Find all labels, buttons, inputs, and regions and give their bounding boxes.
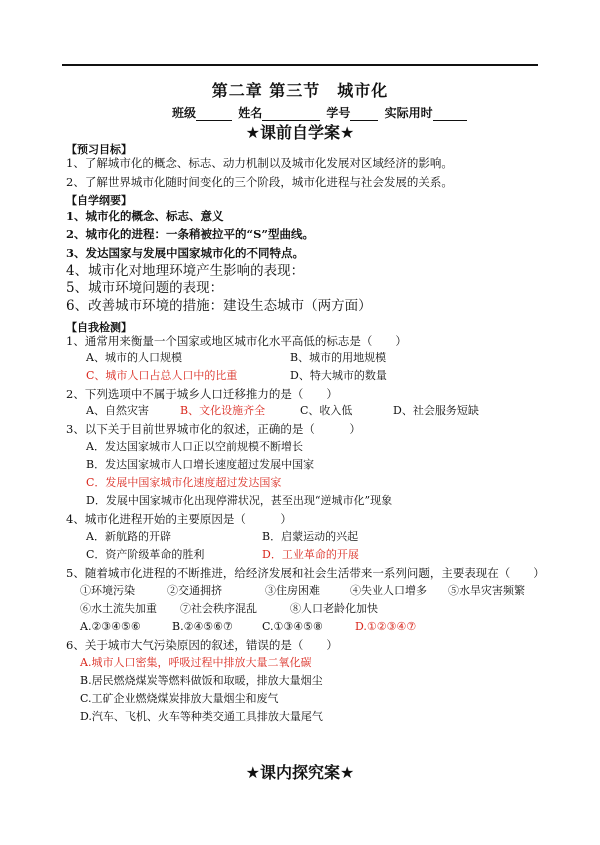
choice-item: ⑧人口老龄化加快 <box>290 602 378 615</box>
time-label: 实际用时 <box>384 106 433 120</box>
outline-item: 6、改善城市环境的措施：建设生态城市（两方面） <box>66 298 372 314</box>
option-b[interactable]: B、城市的用地规模 <box>290 351 387 364</box>
choice-item: ②交通拥挤 <box>167 584 222 597</box>
choice-item: ⑤水旱灾害频繁 <box>448 584 525 597</box>
option-c[interactable]: C．资产阶级革命的胜利 <box>86 548 205 561</box>
option-c-answer[interactable]: C、城市人口占总人口中的比重 <box>86 369 238 382</box>
preview-goals-heading: 【预习目标】 <box>66 143 132 156</box>
option-d[interactable]: D.汽车、飞机、火车等种类交通工具排放大量尾气 <box>80 710 323 723</box>
question-stem: 5、随着城市化进程的不断推进，给经济发展和社会生活带来一系列问题，主要表现在（ ） <box>66 566 545 580</box>
choice-item: ④失业人口增多 <box>350 584 427 597</box>
option-d-answer[interactable]: D.①②③④⑦ <box>355 620 417 633</box>
option-a-answer[interactable]: A.城市人口密集，呼吸过程中排放大量二氧化碳 <box>80 656 312 669</box>
question-stem: 6、关于城市大气污染原因的叙述，错误的是（ ） <box>66 638 338 652</box>
name-label: 姓名 <box>238 106 263 120</box>
option-b[interactable]: B.②④⑤⑥⑦ <box>172 620 233 633</box>
inclass-heading: ★课内探究案★ <box>245 763 355 782</box>
outline-item: 2、城市化的进程：一条稍被拉平的“S”型曲线。 <box>66 227 315 241</box>
question-stem: 4、城市化进程开始的主要原因是（ ） <box>66 512 292 526</box>
outline-item: 3、发达国家与发展中国家城市化的不同特点。 <box>66 246 304 260</box>
option-d-answer[interactable]: D．工业革命的开展 <box>262 548 359 561</box>
option-b[interactable]: B.居民燃烧煤炭等燃料做饭和取暖，排放大量烟尘 <box>80 674 323 687</box>
option-b-answer[interactable]: B、文化设施齐全 <box>180 404 266 417</box>
option-c[interactable]: C、收入低 <box>300 404 353 417</box>
id-label: 学号 <box>326 106 351 120</box>
option-d[interactable]: D、社会服务短缺 <box>393 404 479 417</box>
option-b[interactable]: B．启蒙运动的兴起 <box>262 530 359 543</box>
preclass-heading: ★课前自学案★ <box>245 123 355 142</box>
goal-item: 1、了解城市化的概念、标志、动力机制以及城市化发展对区域经济的影响。 <box>66 156 453 170</box>
option-a[interactable]: A、自然灾害 <box>86 404 149 417</box>
outline-heading: 【自学纲要】 <box>66 194 132 207</box>
self-check-heading: 【自我检测】 <box>66 321 132 334</box>
choice-item: ⑥水土流失加重 <box>80 602 157 615</box>
option-a[interactable]: A、城市的人口规模 <box>86 351 182 364</box>
option-a[interactable]: A.②③④⑤⑥ <box>80 620 141 633</box>
option-b[interactable]: B．发达国家城市人口增长速度超过发展中国家 <box>86 458 315 471</box>
top-rule <box>62 64 538 66</box>
option-c-answer[interactable]: C．发展中国家城市化速度超过发达国家 <box>86 476 282 489</box>
outline-item: 1、城市化的概念、标志、意义 <box>66 209 224 223</box>
outline-item: 4、城市化对地理环境产生影响的表现： <box>66 263 305 279</box>
choice-item: ①环境污染 <box>80 584 135 597</box>
choice-item: ⑦社会秩序混乱 <box>180 602 257 615</box>
class-label: 班级 <box>172 106 197 120</box>
question-stem: 2、下列选项中不属于城乡人口迁移推力的是（ ） <box>66 387 338 401</box>
goal-item: 2、了解世界城市化随时间变化的三个阶段，城市化进程与社会发展的关系。 <box>66 175 453 189</box>
choice-item: ③住房困难 <box>265 584 320 597</box>
student-info-line <box>172 104 469 121</box>
option-c[interactable]: C.工矿企业燃烧煤炭排放大量烟尘和废气 <box>80 692 279 705</box>
outline-item: 5、城市环境问题的表现： <box>66 280 224 296</box>
option-a[interactable]: A．新航路的开辟 <box>86 530 171 543</box>
option-c[interactable]: C.①③④⑤⑧ <box>262 620 323 633</box>
option-a[interactable]: A．发达国家城市人口正以空前规模不断增长 <box>86 440 303 453</box>
option-d[interactable]: D、特大城市的数量 <box>290 369 387 382</box>
question-stem: 1、通常用来衡量一个国家或地区城市化水平高低的标志是（ ） <box>66 334 407 348</box>
page-title: 第二章 第三节 城市化 <box>211 81 389 100</box>
option-d[interactable]: D．发展中国家城市化出现停滞状况，甚至出现“逆城市化”现象 <box>86 494 393 507</box>
question-stem: 3、以下关于目前世界城市化的叙述，正确的是（ ） <box>66 422 361 436</box>
